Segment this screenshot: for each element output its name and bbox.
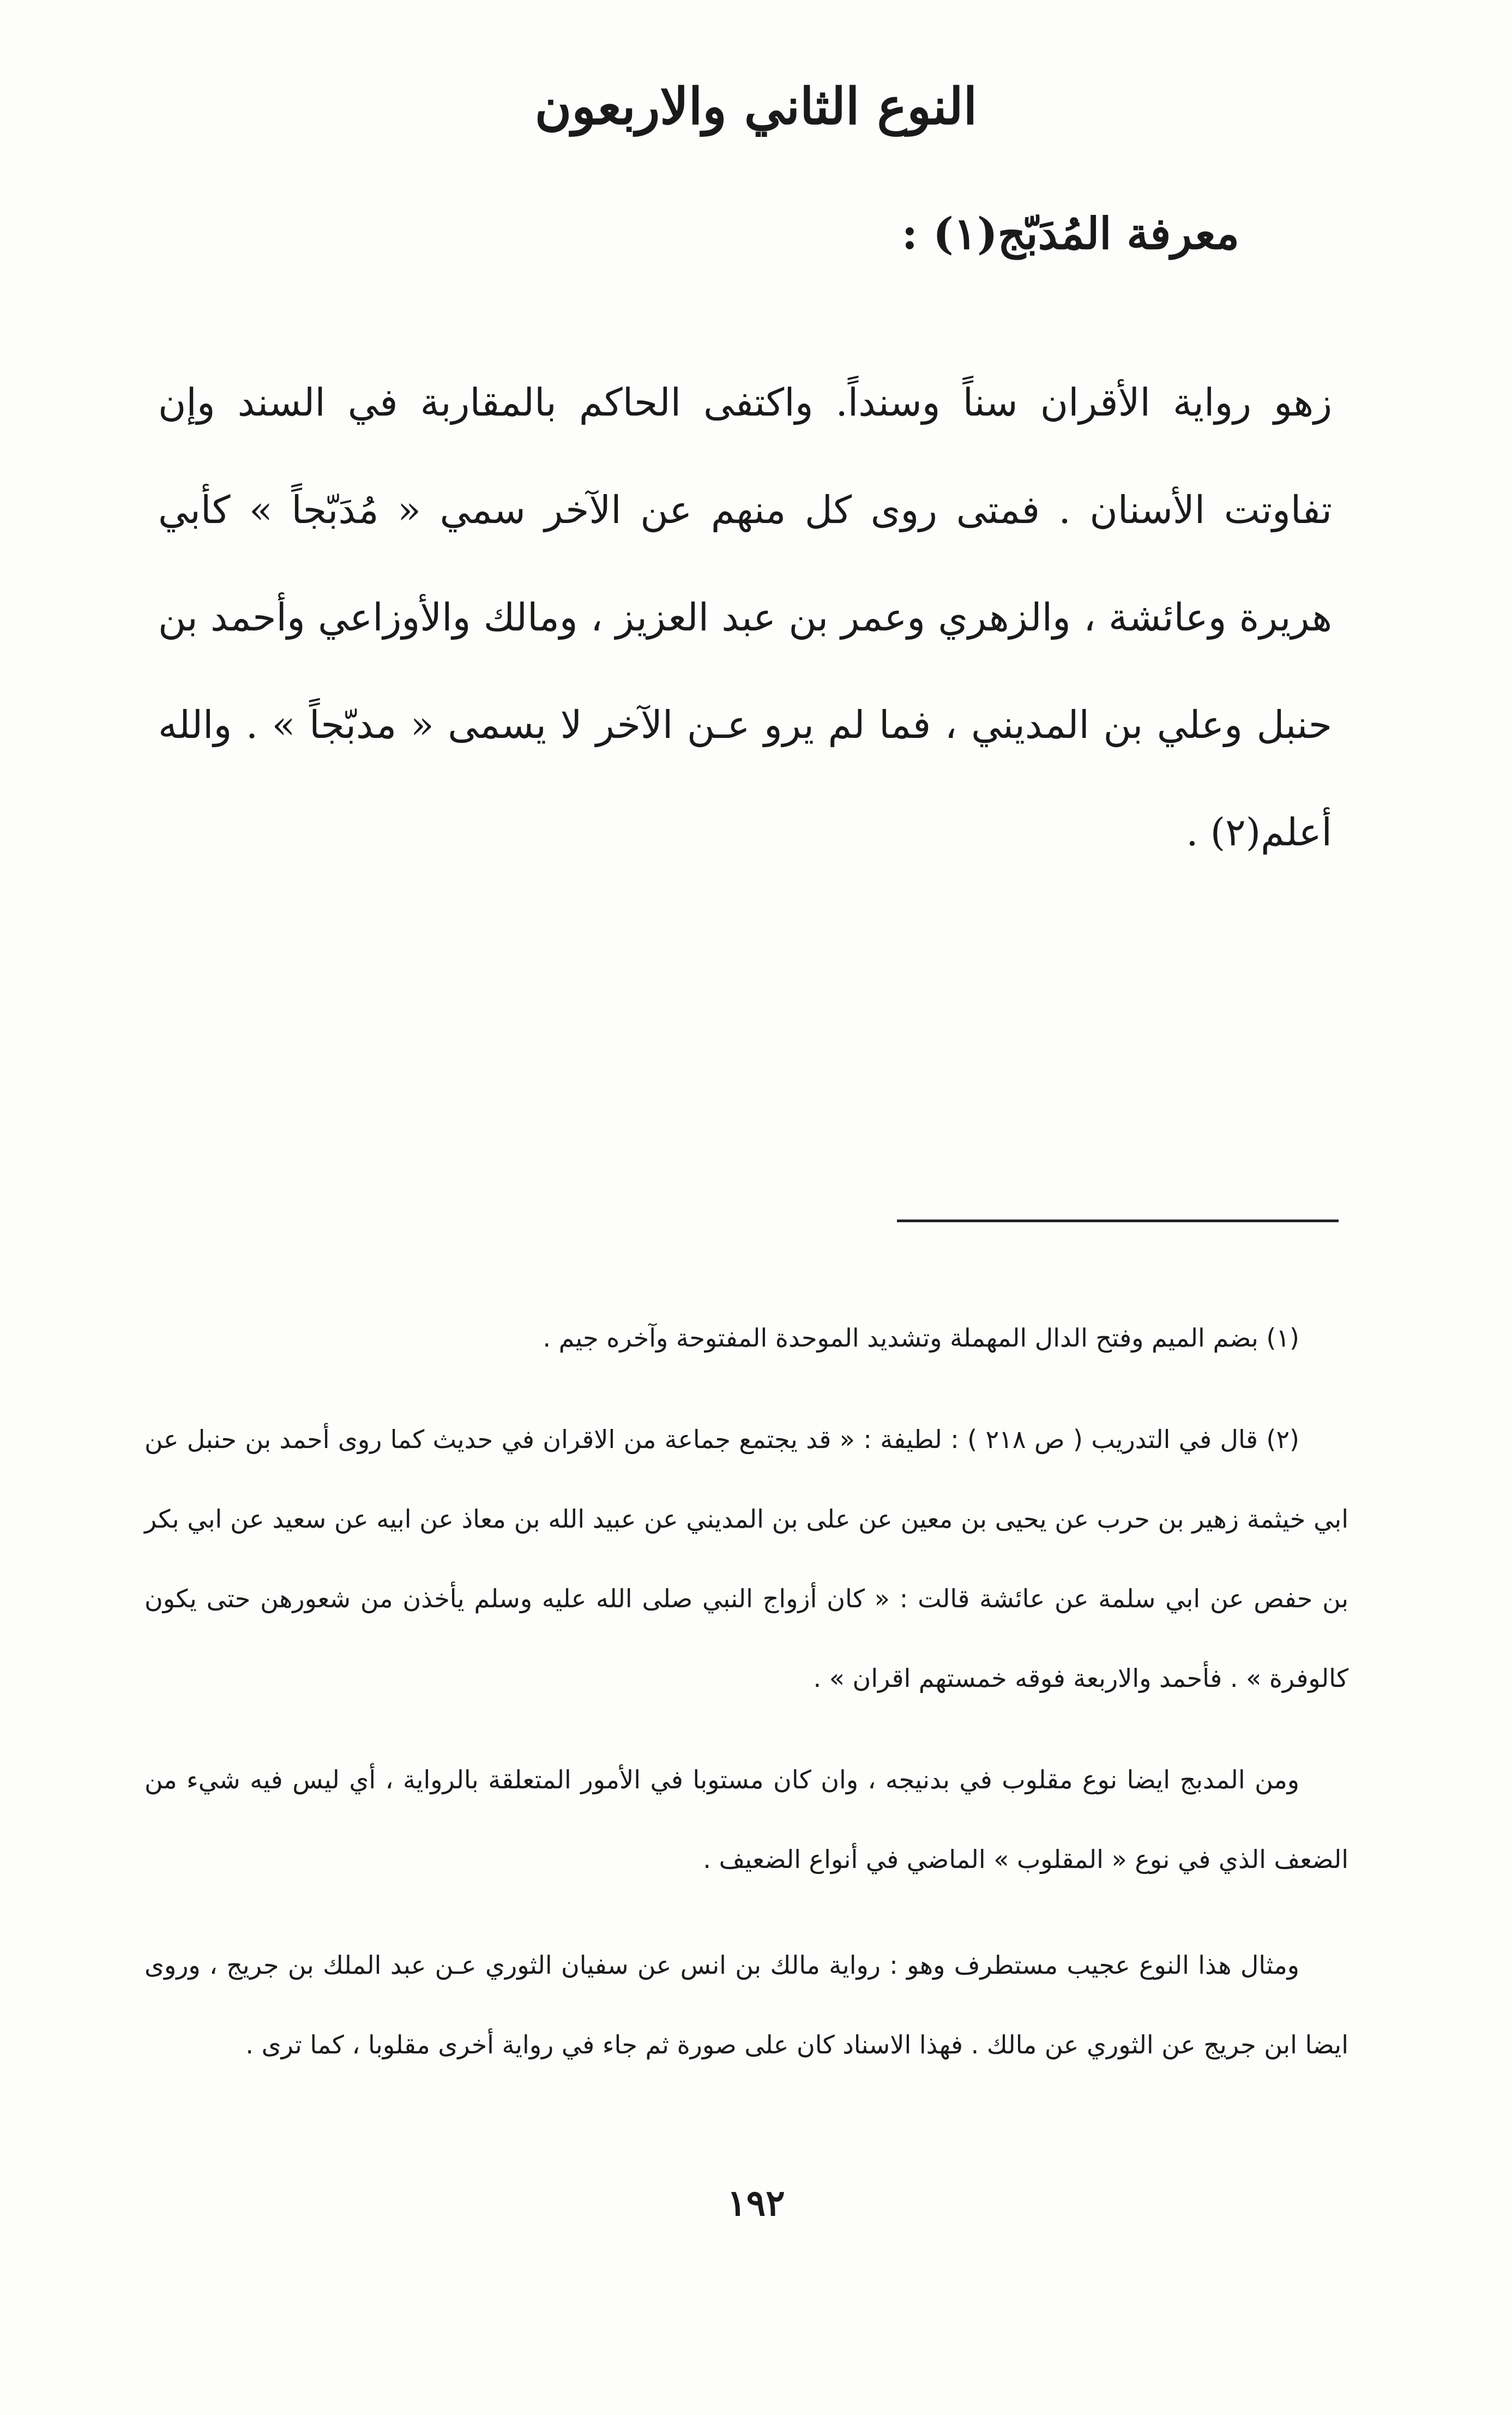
footnote-divider	[897, 1219, 1339, 1222]
footnote-paragraph-1: ومن المدبج ايضا نوع مقلوب في بدنيجه ، وان كان مستوبا في الأمور المتعلقة بالرواية ، أي ليس فيه شيء من الضعف الذي في نوع « المقلوب » الماضي في أنواع الضعيف .	[144, 1765, 1348, 1874]
footnotes-section	[144, 1298, 1348, 2111]
footnote-1: (١) بضم الميم وفتح الدال المهملة وتشديد الموحدة المفتوحة وآخره جيم .	[543, 1323, 1299, 1353]
page-number: ١٩٢	[727, 2182, 785, 2224]
main-paragraph: زهو رواية الأقران سناً وسنداً. واكتفى الحاكم بالمقاربة في السند وإن تفاوتت الأسنان . فمتى روى كل منهم عن الآخر سمي « مُدَبّجاً » كأبي هريرة وعائشة ، والزهري وعمر بن عبد العزيز ، ومالك والأوزاعي وأحمد بن حنبل وعلي بن المديني ، فما لم يرو عـن الآخر لا يسمى « مدبّجاً » . والله أعلم(٢) .	[158, 380, 1332, 855]
footnote-paragraph-2: ومثال هذا النوع عجيب مستطرف وهو : رواية مالك بن انس عن سفيان الثوري عـن عبد الملك بن جريج ، وروى ايضا ابن جريج عن الثوري عن مالك . فهذا الاسناد كان على صورة ثم جاء في رواية أخرى مقلوبا ، كما ترى .	[144, 1950, 1348, 2059]
section-heading: معرفة المُدَبّج(١) :	[901, 208, 1239, 259]
footnote-2: (٢) قال في التدريب ( ص ٢١٨ ) : لطيفة : « قد يجتمع جماعة من الاقران في حديث كما روى أحمد بن حنبل عن ابي خيثمة زهير بن حرب عن يحيى بن معين عن على بن المديني عن عبيد الله بن معاذ عن ابيه عن سعيد عن ابي بكر بن حفص عن ابي سلمة عن عائشة قالت : « كان أزواج النبي صلى الله عليه وسلم يأخذن من شعورهن حتى يكون كالوفرة » . فأحمد والاربعة فوقه خمستهم اقران » .	[144, 1425, 1348, 1693]
chapter-title: النوع الثاني والاربعون	[534, 77, 978, 136]
